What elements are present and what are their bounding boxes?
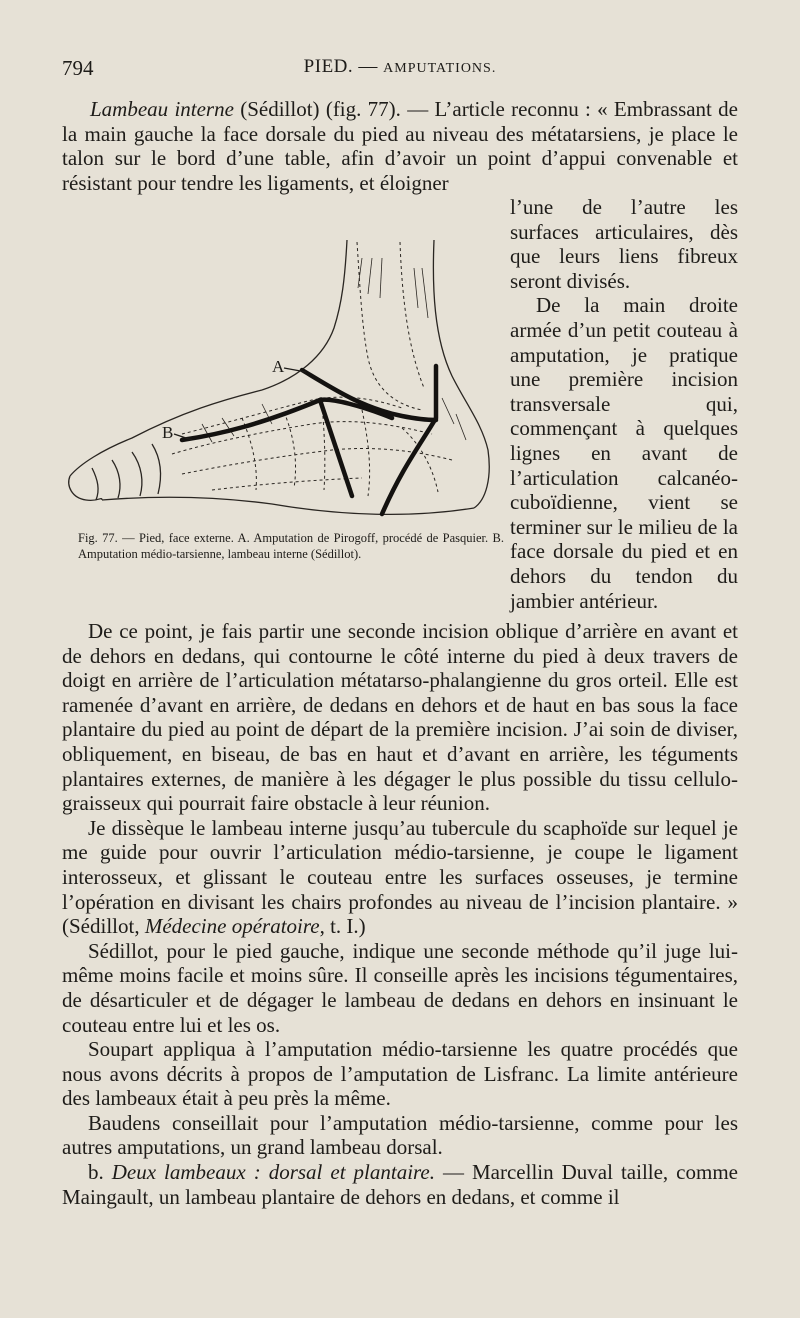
running-title-main: PIED. (303, 56, 354, 77)
book-title: Médecine opératoire (144, 914, 320, 939)
intro-text: (Sédillot) (fig. 77). — L’article reconnu : « Embrassant de la main gauche la face dorsale du pied au niveau des métatarsiens, je place le talon sur le bord d’une table, afin d’avoir un point d’appui convenable et résistant pour tendre les ligaments, et éloigner (62, 97, 738, 195)
running-title (62, 56, 738, 78)
foot-drawing (62, 228, 502, 524)
right-column-paragraph-2: De la main droite armée d’un petit couteau à amputation, je pratique une première incision transversale qui, commençant à quelques lignes en avant de l’articulation calcanéo-cuboïdienne, vient se terminer sur le milieu de la face dorsale du pied et en dehors du tendon du jambier antérieur. (510, 293, 738, 613)
paragraph-dissection-text: Je dissèque le lambeau interne jusqu’au tubercule du scaphoïde sur lequel je me guide pour ouvrir l’articulation médio-tarsienne, je coupe le ligament interosseux, et glissant le couteau entre les surfaces osseuses, je termine l’opération en divisant les chairs profondes au niveau de l’incision plantaire. » (Sédillot, (62, 815, 738, 939)
subsection-letter: b. (88, 1160, 112, 1185)
main-text (62, 619, 738, 1209)
running-title-sub: AMPUTATIONS. (383, 61, 497, 76)
paragraph-soupart: Soupart appliqua à l’amputation médio-tarsienne les quatre procédés que nous avons décrits à propos de l’amputation de Lisfranc. La limite antérieure des lambeaux était à peu près la même. (62, 1037, 738, 1111)
section-heading: Lambeau interne (90, 97, 234, 121)
page-number: 794 (62, 56, 94, 80)
foot-illustration (62, 228, 502, 524)
figure-caption: Fig. 77. — Pied, face externe. A. Amputation de Pirogoff, procédé de Pasquier. B. Amputation médio-tarsienne, lambeau interne (Sédillot). (78, 531, 504, 561)
subsection-text: — Marcellin Duval taille, comme Maingault, un lambeau plantaire de dehors en dedans, et comme il (62, 1160, 738, 1209)
intro-paragraph (62, 97, 738, 195)
right-column-text (510, 195, 738, 613)
paragraph-baudens: Baudens conseillait pour l’amputation médio-tarsienne, comme pour les autres amputations, un grand lambeau dorsal. (62, 1110, 738, 1160)
figure-label-a: A (272, 357, 285, 376)
running-title-separator: — (353, 56, 384, 77)
subsection-heading: Deux lambeaux : dorsal et plantaire. (111, 1160, 435, 1185)
right-column-paragraph-1: l’une de l’autre les surfaces articulaires, dès que leurs liens fibreux seront divisés. (510, 195, 738, 293)
paragraph-sedillot: Sédillot, pour le pied gauche, indique une seconde méthode qu’il juge lui-même moins facile et moins sûre. Il conseille après les incisions tégumentaires, de désarticuler et de dégager le lambeau de dedans en dehors en insinuant le couteau entre lui et les os. (62, 938, 738, 1037)
figure-label-b: B (162, 423, 174, 442)
paragraph-dissection-end: , t. I.) (319, 914, 366, 939)
paragraph-deux-lambeaux (62, 1160, 738, 1209)
paragraph-dissection (62, 816, 738, 939)
running-header (62, 56, 738, 82)
paragraph-incision: De ce point, je fais partir une seconde incision oblique d’arrière en avant et de dehors en dedans, qui contourne le côté interne du pied à deux travers de doigt en arrière de l’articulation métatarso-phalangienne du gros orteil. Elle est ramenée d’avant en arrière, de dedans en dehors et de haut en bas sous la face plantaire du pied au point de départ de la première incision. J’ai soin de diviser, obliquement, en biseau, de bas en haut et d’avant en arrière, les téguments plantaires externes, de manière à les dégager le plus possible du tissu cellulo-graisseux qui pourrait faire obstacle à leur réunion. (62, 619, 738, 816)
